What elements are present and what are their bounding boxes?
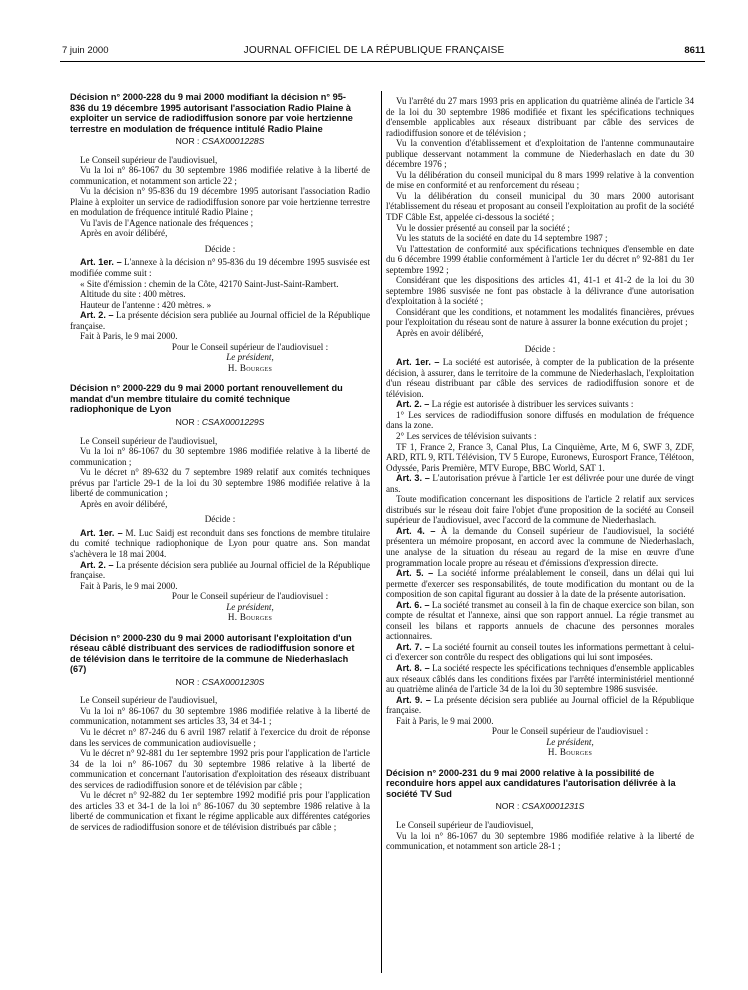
signature-name: H. Bourges: [227, 362, 273, 373]
paragraph: Le Conseil supérieur de l'audiovisuel,: [80, 435, 218, 446]
decision-title: Décision n° 2000-229 du 9 mai 2000 portant renouvellement du mandat d'un membre titulaire du comité technique radiophonique de Lyon: [70, 383, 343, 415]
signature-line: Pour le Conseil supérieur de l'audiovisuel :: [171, 341, 329, 352]
paragraph: Vu le décret n° 87-246 du 6 avril 1987 relatif à l'exercice du droit de réponse dans les services de communication audiovisuelle ;: [70, 727, 370, 748]
paragraph: Le Conseil supérieur de l'audiovisuel,: [80, 695, 218, 706]
header-rule: [60, 61, 705, 62]
article: Art. 2. – La régie est autorisée à distribuer les services suivants :: [396, 399, 634, 410]
paragraph: Après en avoir délibéré,: [80, 498, 168, 509]
paragraph: Vu la décision n° 95-836 du 19 décembre 1995 autorisant l'association Radio Plaine à exploiter un service de radiodiffusion sonore par voie hertzienne terrestre en modulation de fréquence intitulé Radio Plaine ;: [70, 186, 370, 218]
paragraph: Considérant que les dispositions des articles 41, 41-1 et 41-2 de la loi du 30 septembre 1986 susvisée ne font pas obstacle à la délivrance d'une autorisation d'exploitation à la société ;: [386, 275, 694, 307]
signature-title: Le président,: [546, 736, 594, 747]
paragraph: Considérant que les conditions, et notamment les modalités financières, prévues pour l'exploitation du réseau sont de nature à assurer la bonne exécution du projet ;: [386, 306, 694, 328]
page-number: 8611: [684, 45, 705, 56]
left-column: [70, 92, 370, 832]
paragraph: TF 1, France 2, France 3, Canal Plus, La Cinquième, Arte, M 6, SWF 3, ZDF, ARD, RTL 9, RTL Télévision, TV 5 Europe, Euronews, Eurosport France, Télétoon, Odyssée, Paris Première, MTV Europe, BBC World, SAT 1.: [386, 441, 694, 473]
fait-line: Fait à Paris, le 9 mai 2000.: [80, 331, 178, 342]
paragraph: Vu la loi n° 86-1067 du 30 septembre 1986 modifiée relative à la liberté de communication, et notamment son article 28-1 ;: [386, 830, 694, 852]
paragraph: Altitude du site : 400 mètres.: [80, 289, 186, 300]
article: Art. 9. – La présente décision sera publiée au Journal officiel de la République française.: [386, 694, 695, 716]
decide-heading: Décide :: [204, 243, 236, 254]
article: Art. 7. – La société fournit au conseil toutes les informations permettant à celui-ci d'exercer son contrôle du respect des obligations qui lui sont imposées.: [386, 641, 694, 663]
article: Art. 5. – La société informe préalablement le conseil, dans un délai qui lui permette d'exercer ses responsabilités, de toute modification du montant ou de la composition de son capital figurant au dossier à la date de la présente autorisation.: [386, 568, 694, 600]
paragraph: Vu l'attestation de conformité aux spécifications techniques d'ensemble en date du 6 décembre 1999 établie conformément à l'article 1er du décret n° 92-881 du 1er septembre 1992 ;: [386, 243, 694, 275]
decision-2000-230: [70, 633, 370, 833]
signature-line: Pour le Conseil supérieur de l'audiovisuel :: [491, 726, 649, 737]
article: Art. 3. – L'autorisation prévue à l'article 1er est délivrée pour une durée de vingt ans.: [386, 473, 694, 494]
paragraph: Vu le décret n° 89-632 du 7 septembre 1989 relatif aux comités techniques prévus par l'article 29-1 de la loi du 30 septembre 1986 modifiée relative à la liberté de communication ;: [70, 467, 370, 499]
paragraph: Vu la délibération du conseil municipal du 8 mars 1999 relative à la convention de mise en conformité et au renforcement du réseau ;: [386, 169, 694, 191]
signature-line: Pour le Conseil supérieur de l'audiovisuel :: [171, 591, 329, 602]
decision-title: Décision n° 2000-228 du 9 mai 2000 modifiant la décision n° 95-836 du 19 décembre 1995 autorisant l'association Radio Plaine à exploiter un service de radiodiffusion sonore par voie hertzienne terrestre en modulation de fréquence intitulé Radio Plaine: [70, 92, 353, 134]
paragraph: Vu l'avis de l'Agence nationale des fréquences ;: [80, 217, 254, 228]
paragraph: Le Conseil supérieur de l'audiovisuel,: [80, 154, 218, 165]
signature-name: H. Bourges: [227, 612, 273, 623]
paragraph: « Site d'émission : chemin de la Côte, 42170 Saint-Just-Saint-Rambert.: [80, 278, 339, 289]
fait-line: Fait à Paris, le 9 mai 2000.: [80, 580, 178, 591]
paragraph: Vu la loi n° 86-1067 du 30 septembre 1986 modifiée relative à la liberté de communication, et notamment son article 22 ;: [70, 165, 370, 186]
nor-reference: NOR : CSAX0001231S: [495, 801, 585, 812]
paragraph: Vu le dossier présenté au conseil par la société ;: [396, 222, 570, 233]
article: Art. 6. – La société transmet au conseil à la fin de chaque exercice son bilan, son compte de résultat et l'annexe, ainsi que son rapport annuel. La régie transmet au conseil les bilans et rapports annuels de chacune des personnes morales actionnaires.: [386, 599, 694, 642]
paragraph: Toute modification concernant les dispositions de l'article 2 relatif aux services distribués sur le réseau doit faire l'objet d'une proposition de la société au Conseil supérieur de l'audiovisuel, avec l'accord de la commune de Niederhaslach.: [386, 494, 694, 526]
journal-title: JOURNAL OFFICIEL DE LA RÉPUBLIQUE FRANÇAISE: [243, 45, 505, 56]
page-date: 7 juin 2000: [62, 45, 109, 56]
signature-name: H. Bourges: [547, 747, 593, 758]
article: Art. 8. – La société respecte les spécifications techniques d'ensemble applicables aux réseaux câblés dans les conditions fixées par l'arrêté interministériel mentionné au quatrième alinéa de l'article 34 de la loi du 30 septembre 1986 susvisée.: [386, 662, 694, 695]
article: Art. 1er. – La société est autorisée, à compter de la publication de la présente décision, à assurer, dans le territoire de la commune de Niederhaslach, l'exploitation d'un réseau distribuant par câble des services de radiodiffusion sonore et de télévision.: [386, 357, 694, 399]
paragraph: Vu le décret n° 92-881 du 1er septembre 1992 pris pour l'application de l'article 34 de la loi n° 86-1067 du 30 septembre 1986 relative à la liberté de communication et concernant l'autorisation d'exploitation des réseaux distribuant des services de radiodiffusion sonore et de télévision par câble ;: [70, 748, 370, 790]
column-divider: [381, 91, 382, 973]
paragraph: Le Conseil supérieur de l'audiovisuel,: [396, 819, 534, 830]
decide-heading: Décide :: [524, 343, 556, 354]
decision-title: Décision n° 2000-231 du 9 mai 2000 relative à la possibilité de reconduire hors appel aux candidatures l'autorisation délivrée à la société TV Sud: [386, 767, 676, 799]
nor-reference: NOR : CSAX0001230S: [175, 676, 265, 687]
paragraph: Vu la loi n° 86-1067 du 30 septembre 1986 modifiée relative à la liberté de communication, notamment ses articles 33, 34 et 34-1 ;: [70, 705, 370, 727]
nor-reference: NOR : CSAX0001229S: [175, 416, 265, 427]
decide-heading: Décide :: [204, 514, 236, 525]
decision-2000-228: [70, 92, 370, 373]
paragraph: Vu le décret n° 92-882 du 1er septembre 1992 modifié pris pour l'application des articles 33 et 34-1 de la loi n° 86-1067 du 30 septembre 1986 relative à la liberté de communication et fixant le régime applicable aux différentes catégories de services de radiodiffusion sonore et de télévision distribués par câble ;: [70, 790, 370, 832]
paragraph: 2° Les services de télévision suivants :: [396, 430, 537, 441]
paragraph: Après en avoir délibéré,: [396, 328, 484, 339]
paragraph: Vu la convention d'établissement et d'exploitation de l'antenne communautaire publique desservant notamment la commune de Niederhaslach en date du 30 décembre 1976 ;: [386, 138, 694, 170]
nor-reference: NOR : CSAX0001228S: [175, 136, 265, 146]
article: Art. 2. – La présente décision sera publiée au Journal officiel de la République française.: [70, 310, 370, 331]
decision-2000-229: [70, 383, 370, 622]
signature-title: Le président,: [226, 352, 274, 363]
decision-2000-231: [386, 768, 694, 852]
paragraph: Après en avoir délibéré,: [80, 228, 168, 239]
article: Art. 1er. – M. Luc Saidj est reconduit dans ses fonctions de membre titulaire du comité technique radiophonique de Lyon pour quatre ans. Son mandat s'achèvera le 18 mai 2004.: [70, 527, 370, 559]
fait-line: Fait à Paris, le 9 mai 2000.: [396, 715, 494, 726]
decision-title: Décision n° 2000-230 du 9 mai 2000 autorisant l'exploitation d'un réseau câblé distribuant des services de radiodiffusion sonore et de télévision dans le territoire de la commune de Niederhaslach (67): [70, 632, 355, 675]
decision-2000-230-continued: [386, 96, 694, 758]
paragraph: Hauteur de l'antenne : 420 mètres. »: [80, 299, 212, 310]
article: Art. 4. – À la demande du Conseil supérieur de l'audiovisuel, la société présentera un mémoire proposant, en accord avec la commune de Niederhaslach, une analyse de la situation du réseau au regard de la mise en œuvre d'une programmation locale propre au réseau et d'émissions d'expression directe.: [386, 525, 694, 568]
right-column: [386, 96, 694, 852]
article: Art. 2. – La présente décision sera publiée au Journal officiel de la République française.: [70, 559, 370, 581]
paragraph: Vu la délibération du conseil municipal du 30 mars 2000 autorisant l'établissement du réseau et proposant au conseil l'exploitation au profit de la société TDF Câble Est, appelée ci-dessous la société ;: [386, 190, 694, 223]
paragraph: Vu la loi n° 86-1067 du 30 septembre 1986 modifiée relative à la liberté de communication ;: [70, 446, 370, 467]
signature-title: Le président,: [226, 601, 274, 612]
paragraph: Vu l'arrêté du 27 mars 1993 pris en application du quatrième alinéa de l'article 34 de la loi du 30 septembre 1986 modifiée et fixant les spécifications techniques d'ensemble applicables aux réseaux distribuant par câble des services de radiodiffusion sonore et de télévision ;: [386, 96, 694, 138]
paragraph: 1° Les services de radiodiffusion sonore diffusés en modulation de fréquence dans la zone.: [386, 409, 694, 431]
paragraph: Vu les statuts de la société en date du 14 septembre 1987 ;: [396, 233, 608, 244]
article: Art. 1er. – L'annexe à la décision n° 95-836 du 19 décembre 1995 susvisée est modifiée comme suit :: [70, 257, 370, 279]
